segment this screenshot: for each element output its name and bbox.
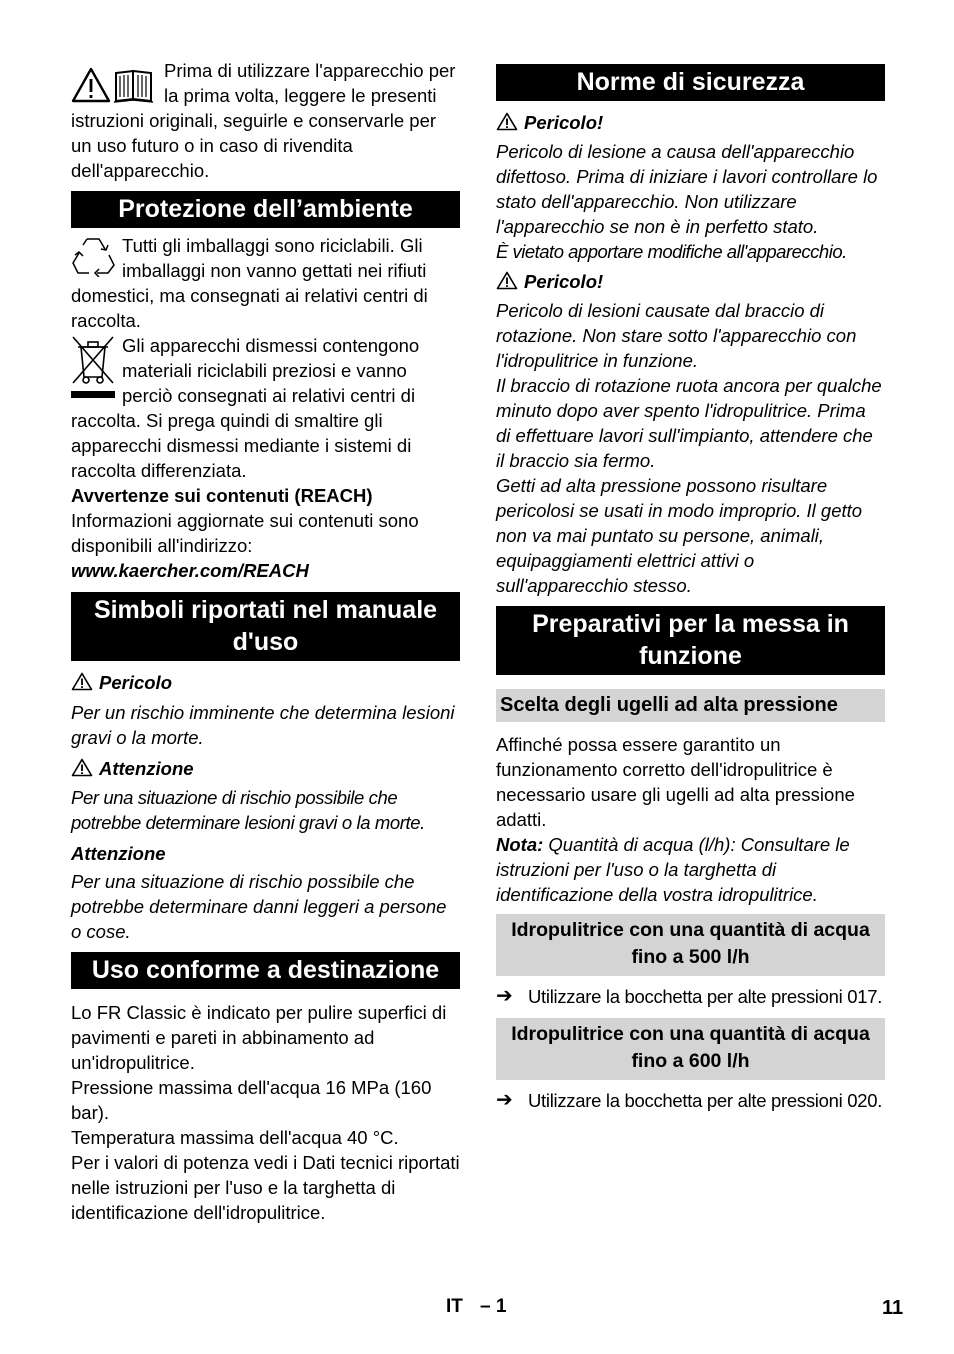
recycle-icon [71, 235, 115, 282]
danger1-note: È vietato apportare modifiche all'apparecchio. [496, 241, 847, 262]
caution-label: Attenzione [71, 843, 166, 864]
warning-manual-icon [71, 67, 157, 108]
warning-triangle-icon [496, 112, 518, 131]
item1-text: Utilizzare la bocchetta per alte pressioni 017. [528, 986, 883, 1007]
safety-title: Norme di sicurezza [496, 64, 885, 101]
list-item [496, 1088, 885, 1113]
note-text: Quantità di acqua (l/h): Consultare le istruzioni per l'uso o la targhetta di identificazione della vostra idropulitrice. [496, 834, 850, 905]
danger2-p2: Il braccio di rotazione ruota ancora per qualche minuto dopo aver spento l'idropulitrice. Prima di effettuare lavori sull'impianto, attendere che il braccio sia fermo. [496, 375, 882, 471]
reach-title: Avvertenze sui contenuti (REACH) [71, 485, 373, 506]
arrow-right-icon: ➔ [496, 985, 513, 1007]
recycle-block [71, 233, 460, 333]
warning-triangle-icon [496, 271, 518, 290]
use-p1: Lo FR Classic è indicato per pulire superfici di pavimenti e pareti in abbinamento ad un'idropulitrice. [71, 1002, 447, 1073]
danger-label: Pericolo [99, 672, 172, 693]
box-600: Idropulitrice con una quantità di acqua fino a 600 l/h [496, 1018, 885, 1080]
weee-block [71, 333, 460, 483]
warning-text: Per una situazione di rischio possibile che potrebbe determinare lesioni gravi o la morte. [71, 787, 425, 833]
intro-block [71, 58, 460, 183]
prep-title: Preparativi per la messa in funzione [496, 606, 885, 675]
item2-text: Utilizzare la bocchetta per alte pressioni 020. [528, 1090, 883, 1111]
arrow-right-icon: ➔ [496, 1089, 513, 1111]
note-label: Nota: [496, 834, 544, 855]
warning-label: Attenzione [99, 758, 194, 779]
box-500: Idropulitrice con una quantità di acqua fino a 500 l/h [496, 914, 885, 976]
use-title: Uso conforme a destinazione [71, 952, 460, 989]
danger2-p3: Getti ad alta pressione possono risultare pericolosi se usati in modo improprio. Il getto non va mai puntato su persone, animali, equipaggiamenti elettrici attivi o sull'apparecchio stesso. [496, 475, 863, 596]
reach-url: www.kaercher.com/REACH [71, 560, 309, 581]
danger1-text: Pericolo di lesione a causa dell'apparecchio difettoso. Prima di iniziare i lavori controllare lo stato dell'apparecchio. Non utilizzare l'apparecchio se non è in perfetto stato. [496, 141, 878, 237]
use-p2: Pressione massima dell'acqua 16 MPa (160 bar). [71, 1077, 432, 1123]
right-column [496, 58, 885, 1113]
page-number: 11 [882, 1297, 904, 1319]
recycle-text: Tutti gli imballaggi sono riciclabili. Gli imballaggi non vanno gettati nei rifiuti domestici, ma consegnati ai relativi centri di raccolta. [71, 235, 428, 331]
danger2-p1: Pericolo di lesioni causate dal braccio di rotazione. Non stare sotto l'apparecchio con l'idropulitrice in funzione. [496, 300, 857, 371]
symbols-title: Simboli riportati nel manuale d'uso [71, 592, 460, 661]
weee-text: Gli apparecchi dismessi contengono materiali riciclabili preziosi e vanno perciò consegnati ai relativi centri di raccolta. Si prega quindi di smaltire gli apparecchi dismessi mediante i sistemi di raccolta differenziata. [71, 335, 420, 481]
footer-page: – 1 [480, 1296, 507, 1317]
nozzle-subtitle: Scelta degli ugelli ad alta pressione [496, 689, 885, 722]
warning-triangle-icon [71, 758, 93, 777]
caution-text: Per una situazione di rischio possibile che potrebbe determinare danni leggeri a persone o cose. [71, 871, 447, 942]
intro-text: Prima di utilizzare l'apparecchio per la prima volta, leggere le presenti istruzioni originali, seguirle e conservarle per un uso futuro o in caso di rivendita dell'apparecchio. [71, 60, 456, 181]
env-title: Protezione dell’ambiente [71, 191, 460, 228]
use-p3: Temperatura massima dell'acqua 40 °C. [71, 1127, 399, 1148]
danger2-label: Pericolo! [524, 271, 604, 292]
crossed-bin-icon [71, 335, 115, 406]
reach-text: Informazioni aggiornate sui contenuti sono disponibili all'indirizzo: [71, 510, 419, 556]
use-p4: Per i valori di potenza vedi i Dati tecnici riportati nelle istruzioni per l'uso e la targhetta di identificazione dell'idropulitrice. [71, 1152, 460, 1223]
danger-heading [71, 670, 460, 695]
danger2-heading [496, 269, 885, 294]
warning-heading [71, 756, 460, 781]
left-column [71, 58, 460, 1225]
list-item [496, 984, 885, 1009]
warning-triangle-icon [71, 672, 93, 691]
danger1-heading [496, 110, 885, 135]
footer-language: IT [446, 1296, 463, 1317]
prep-note [496, 832, 885, 907]
danger-text: Per un rischio imminente che determina lesioni gravi o la morte. [71, 702, 455, 748]
prep-p1: Affinché possa essere garantito un funzionamento corretto dell'idropulitrice è necessario usare gli ugelli ad alta pressione adatti. [496, 734, 855, 830]
danger1-label: Pericolo! [524, 112, 604, 133]
